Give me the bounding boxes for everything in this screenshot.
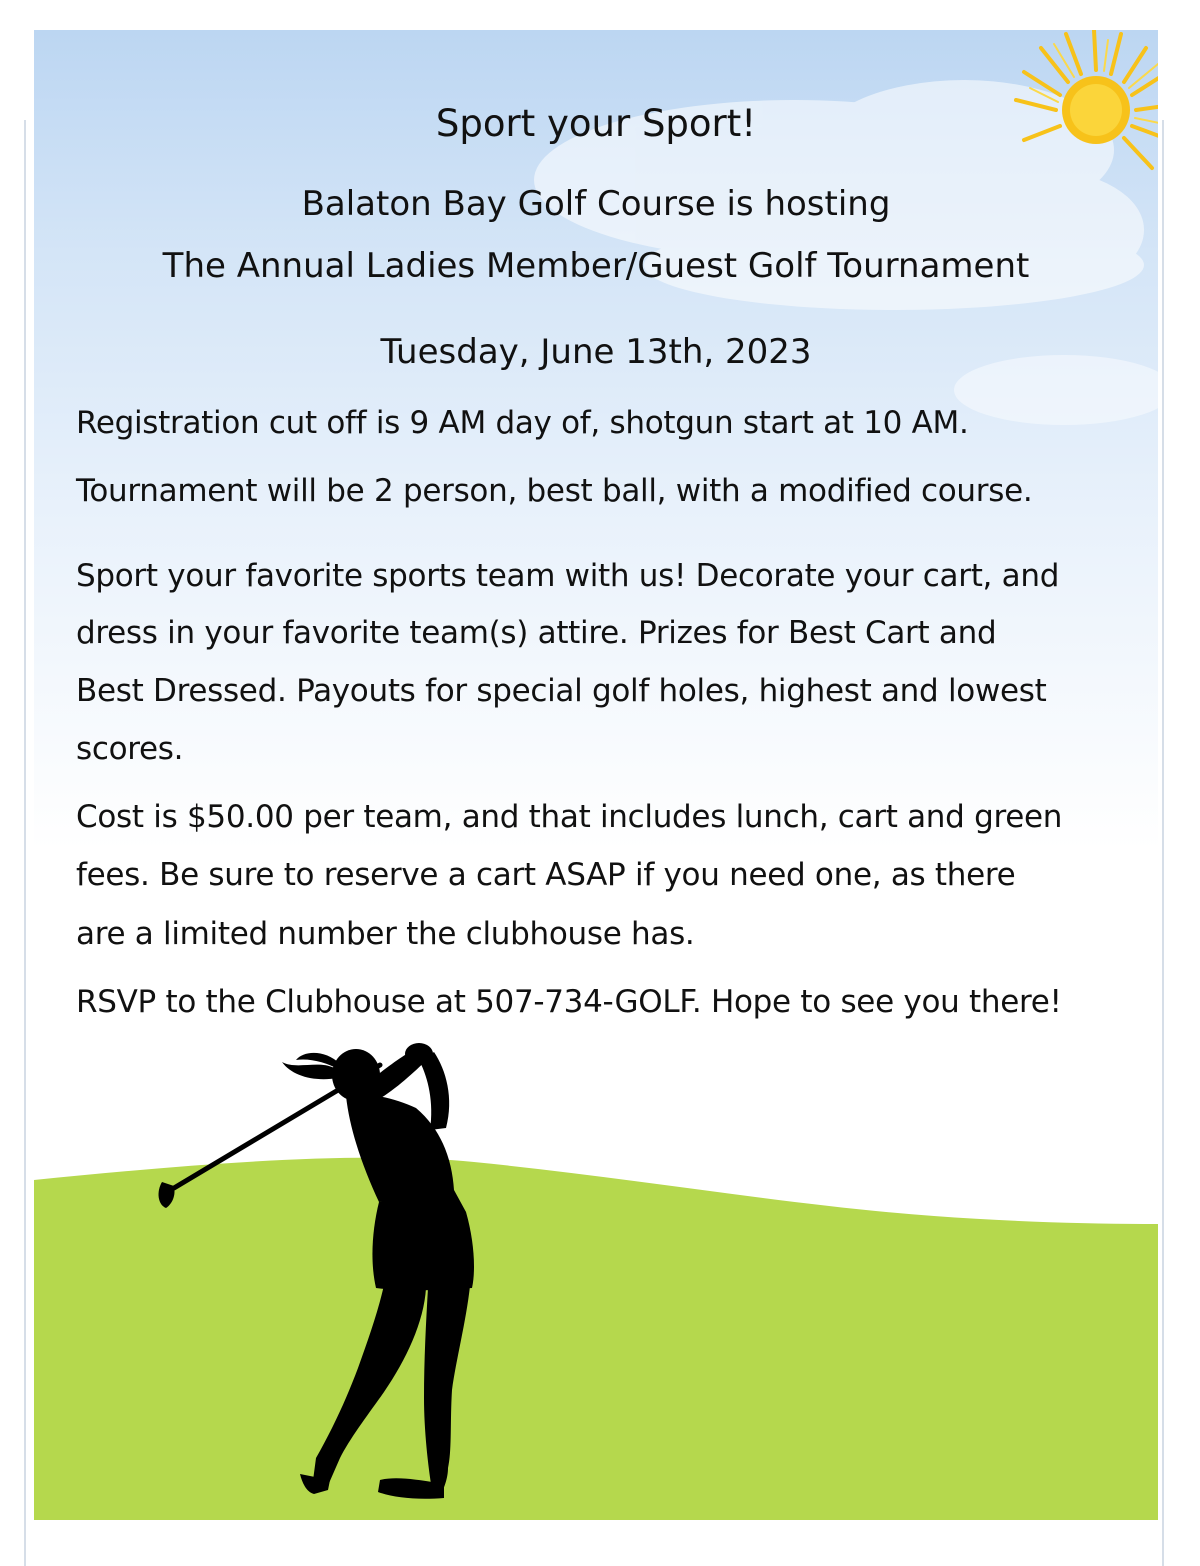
registration-text: Registration cut off is 9 AM day of, shotgun start at 10 AM. [76,405,969,441]
cost-line: are a limited number the clubhouse has. [76,916,695,952]
host-line-2: The Annual Ladies Member/Guest Golf Tournament [162,246,1030,286]
cost-line: Cost is $50.00 per team, and that includes lunch, cart and green [76,799,1063,835]
theme-line: Best Dressed. Payouts for special golf holes, highest and lowest [76,673,1047,709]
cost-line: fees. Be sure to reserve a cart ASAP if you need one, as there [76,857,1016,893]
flyer-title: Sport your Sport! [435,102,757,145]
theme-line: scores. [76,731,184,767]
rsvp-text: RSVP to the Clubhouse at 507-734-GOLF. Hope to see you there! [76,984,1062,1020]
event-date: Tuesday, June 13th, 2023 [380,332,812,372]
theme-line: dress in your favorite team(s) attire. Prizes for Best Cart and [76,615,997,651]
host-line-1: Balaton Bay Golf Course is hosting [301,184,891,224]
page-border-right [1162,120,1164,1566]
page-border-left [24,120,26,1566]
grass-hill [34,1158,1158,1520]
theme-line: Sport your favorite sports team with us! Decorate your cart, and [76,558,1060,594]
format-text: Tournament will be 2 person, best ball, with a modified course. [76,473,1033,509]
flyer [34,30,1158,1520]
